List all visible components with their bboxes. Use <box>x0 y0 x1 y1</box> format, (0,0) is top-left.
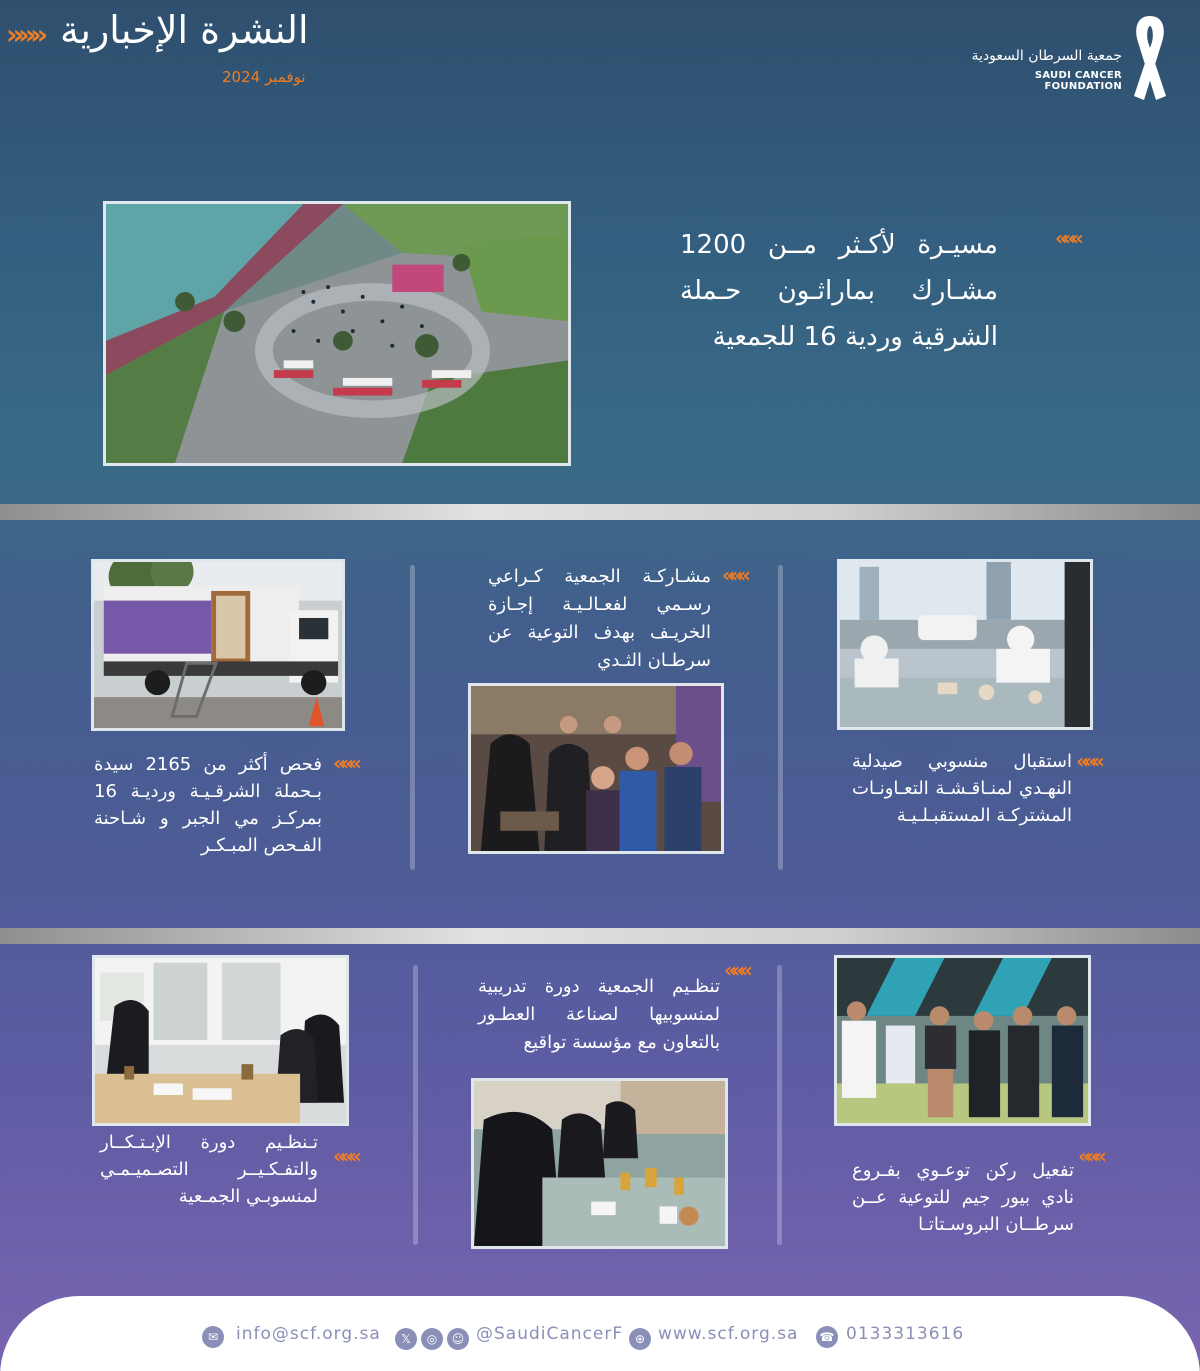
phone-link[interactable]: 0133313616 <box>846 1324 965 1344</box>
email-link[interactable]: info@scf.org.sa <box>236 1324 381 1344</box>
story-r3-right-marker: ««« <box>1078 1144 1102 1168</box>
header-arrows: »»» <box>6 18 43 51</box>
social-handle-link[interactable]: @SaudiCancerF <box>476 1324 624 1344</box>
nahdi-meeting-photo <box>837 559 1093 730</box>
ribbon-logo-icon <box>1128 12 1172 104</box>
logo-name-arabic: جمعية السرطان السعودية <box>971 48 1122 64</box>
x-icon[interactable]: 𝕏 <box>395 1328 417 1350</box>
section-divider <box>0 504 1200 520</box>
story-r3-left-marker: ««« <box>333 1144 357 1168</box>
marathon-aerial-photo <box>103 201 571 466</box>
main-story-marker: ««« <box>1055 226 1079 250</box>
logo-name-english: SAUDI CANCER FOUNDATION <box>1034 70 1122 92</box>
newsletter-title: النشرة الإخبارية <box>60 8 309 52</box>
story-r2-middle-marker: ««« <box>722 563 746 587</box>
website-link[interactable]: www.scf.org.sa <box>658 1324 799 1344</box>
story-r3-middle-text: تنظـيم الجمعية دورة تدريبية لمنسوبيها لصناعة العطـور بالتعاون مع مؤسسة تواقيع <box>478 976 720 1053</box>
phone-icon: ☎ <box>816 1326 838 1348</box>
column-divider <box>778 565 783 870</box>
story-r2-right-text: استقبال منسوبي صيدلية النهـدي لمنـاقـشـة التعـاونـات المشتركـة المستقبـلـيـة <box>852 751 1072 826</box>
story-r3-middle-marker: ««« <box>724 958 748 982</box>
story-r2-middle-text: مشـاركـة الجمعية كـراعي رسـمي لفعـالـيـة إجـازة الخريـف بهدف التوعية عن سرطـان الثـدي <box>488 566 711 671</box>
column-divider <box>777 965 782 1245</box>
main-story-text: مسيـرة لأكـثر مــن 1200 مشـارك بماراثـون حـملة الشرقية وردية 16 للجمعية <box>680 230 998 352</box>
newsletter-date: نوفمبر 2024 <box>222 68 306 86</box>
snapchat-icon[interactable]: ☺ <box>447 1328 469 1350</box>
story-r3-left-text: تـنظـيم دورة الإبـتـكــار والتفـكـيــر التصـميـمـي لمنسوبـي الجمـعية <box>100 1132 318 1207</box>
story-r2-left-text: فحص أكثر من 2165 سيدة بـحملة الشرقـيـة ورديـة 16 بمركـز مي الجبر و شـاحنة الفـحص المبـكـر <box>94 754 322 856</box>
autumn-event-photo <box>468 683 724 854</box>
email-icon: ✉ <box>202 1326 224 1348</box>
story-r2-left-marker: ««« <box>333 751 357 775</box>
perfume-course-photo <box>471 1078 728 1249</box>
screening-truck-photo <box>91 559 345 731</box>
section-divider <box>0 928 1200 944</box>
globe-icon: ⊕ <box>629 1328 651 1350</box>
column-divider <box>413 965 418 1245</box>
instagram-icon[interactable]: ◎ <box>421 1328 443 1350</box>
story-r2-right-marker: ««« <box>1076 749 1100 773</box>
innovation-course-photo <box>92 955 349 1126</box>
gym-awareness-photo <box>834 955 1091 1126</box>
column-divider <box>410 565 415 870</box>
story-r3-right-text: تفعيل ركن توعـوي بفـروع نادي بيور جيم للتوعية عــن سرطــان البروسـتاتـا <box>852 1160 1074 1235</box>
